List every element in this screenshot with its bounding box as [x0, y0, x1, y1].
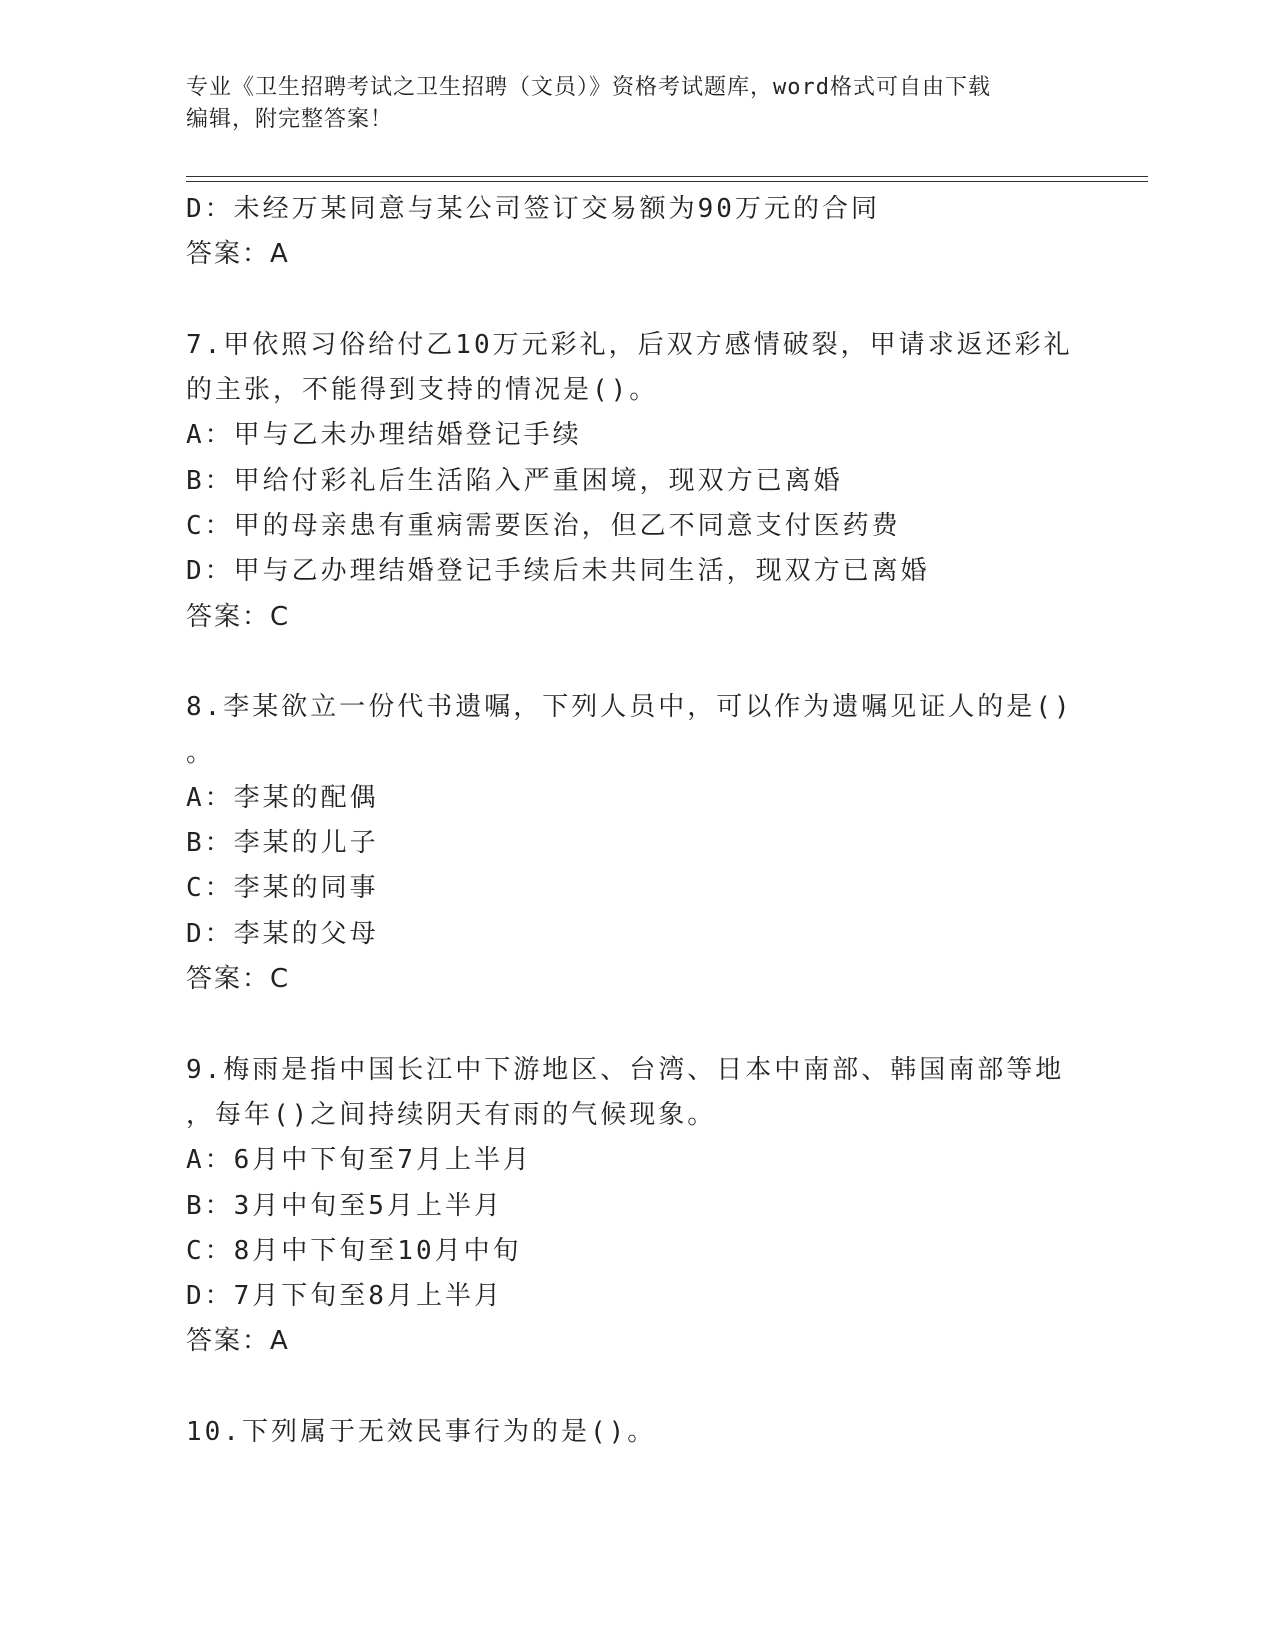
- answer-label: 答案：A: [186, 239, 290, 270]
- prev-question-tail: [186, 187, 1086, 278]
- answer-label: 答案：C: [186, 601, 291, 632]
- question-text: 。: [186, 737, 216, 768]
- option-c: C：甲的母亲患有重病需要医治，但乙不同意支付医药费: [186, 511, 901, 542]
- answer-label: 答案：A: [186, 1326, 290, 1357]
- option-b: B：李某的儿子: [186, 828, 379, 859]
- question-8: [186, 685, 1086, 1002]
- option-d: D：李某的父母: [186, 918, 379, 949]
- option-d: D：未经万某同意与某公司签订交易额为90万元的合同: [186, 194, 880, 224]
- option-a: A：6月中下旬至7月上半月: [186, 1145, 532, 1176]
- question-text: 的主张，不能得到支持的情况是()。: [186, 375, 659, 406]
- header-line-1: 专业《卫生招聘考试之卫生招聘（文员）》资格考试题库，word格式可自由下载: [186, 75, 991, 100]
- document-header: [186, 72, 1066, 136]
- header-divider-top: [186, 176, 1148, 177]
- header-divider-bottom: [186, 181, 1148, 182]
- header-line-2: 编辑，附完整答案！: [186, 107, 394, 132]
- question-7: [186, 323, 1086, 640]
- option-b: B：甲给付彩礼后生活陷入严重困境，现双方已离婚: [186, 465, 843, 496]
- spacer: [186, 278, 1086, 323]
- question-text: 8.李某欲立一份代书遗嘱，下列人员中，可以作为遗嘱见证人的是(): [186, 692, 1073, 723]
- question-text: 9.梅雨是指中国长江中下游地区、台湾、日本中南部、韩国南部等地: [186, 1054, 1065, 1085]
- option-d: D：甲与乙办理结婚登记手续后未共同生活，现双方已离婚: [186, 556, 930, 587]
- answer-label: 答案：C: [186, 964, 291, 995]
- question-text: 7.甲依照习俗给付乙10万元彩礼，后双方感情破裂，甲请求返还彩礼: [186, 329, 1073, 360]
- option-a: A：甲与乙未办理结婚登记手续: [186, 420, 582, 451]
- question-list: [186, 187, 1086, 1455]
- question-10: [186, 1410, 1086, 1455]
- option-a: A：李某的配偶: [186, 782, 379, 813]
- option-c: C：李某的同事: [186, 873, 379, 904]
- option-c: C：8月中下旬至10月中旬: [186, 1235, 522, 1266]
- spacer: [186, 1002, 1086, 1047]
- question-text: ，每年()之间持续阴天有雨的气候现象。: [186, 1099, 717, 1130]
- option-b: B：3月中旬至5月上半月: [186, 1190, 503, 1221]
- spacer: [186, 640, 1086, 685]
- question-text: 10.下列属于无效民事行为的是()。: [186, 1417, 657, 1448]
- question-9: [186, 1048, 1086, 1365]
- spacer: [186, 1365, 1086, 1410]
- option-d: D：7月下旬至8月上半月: [186, 1281, 503, 1312]
